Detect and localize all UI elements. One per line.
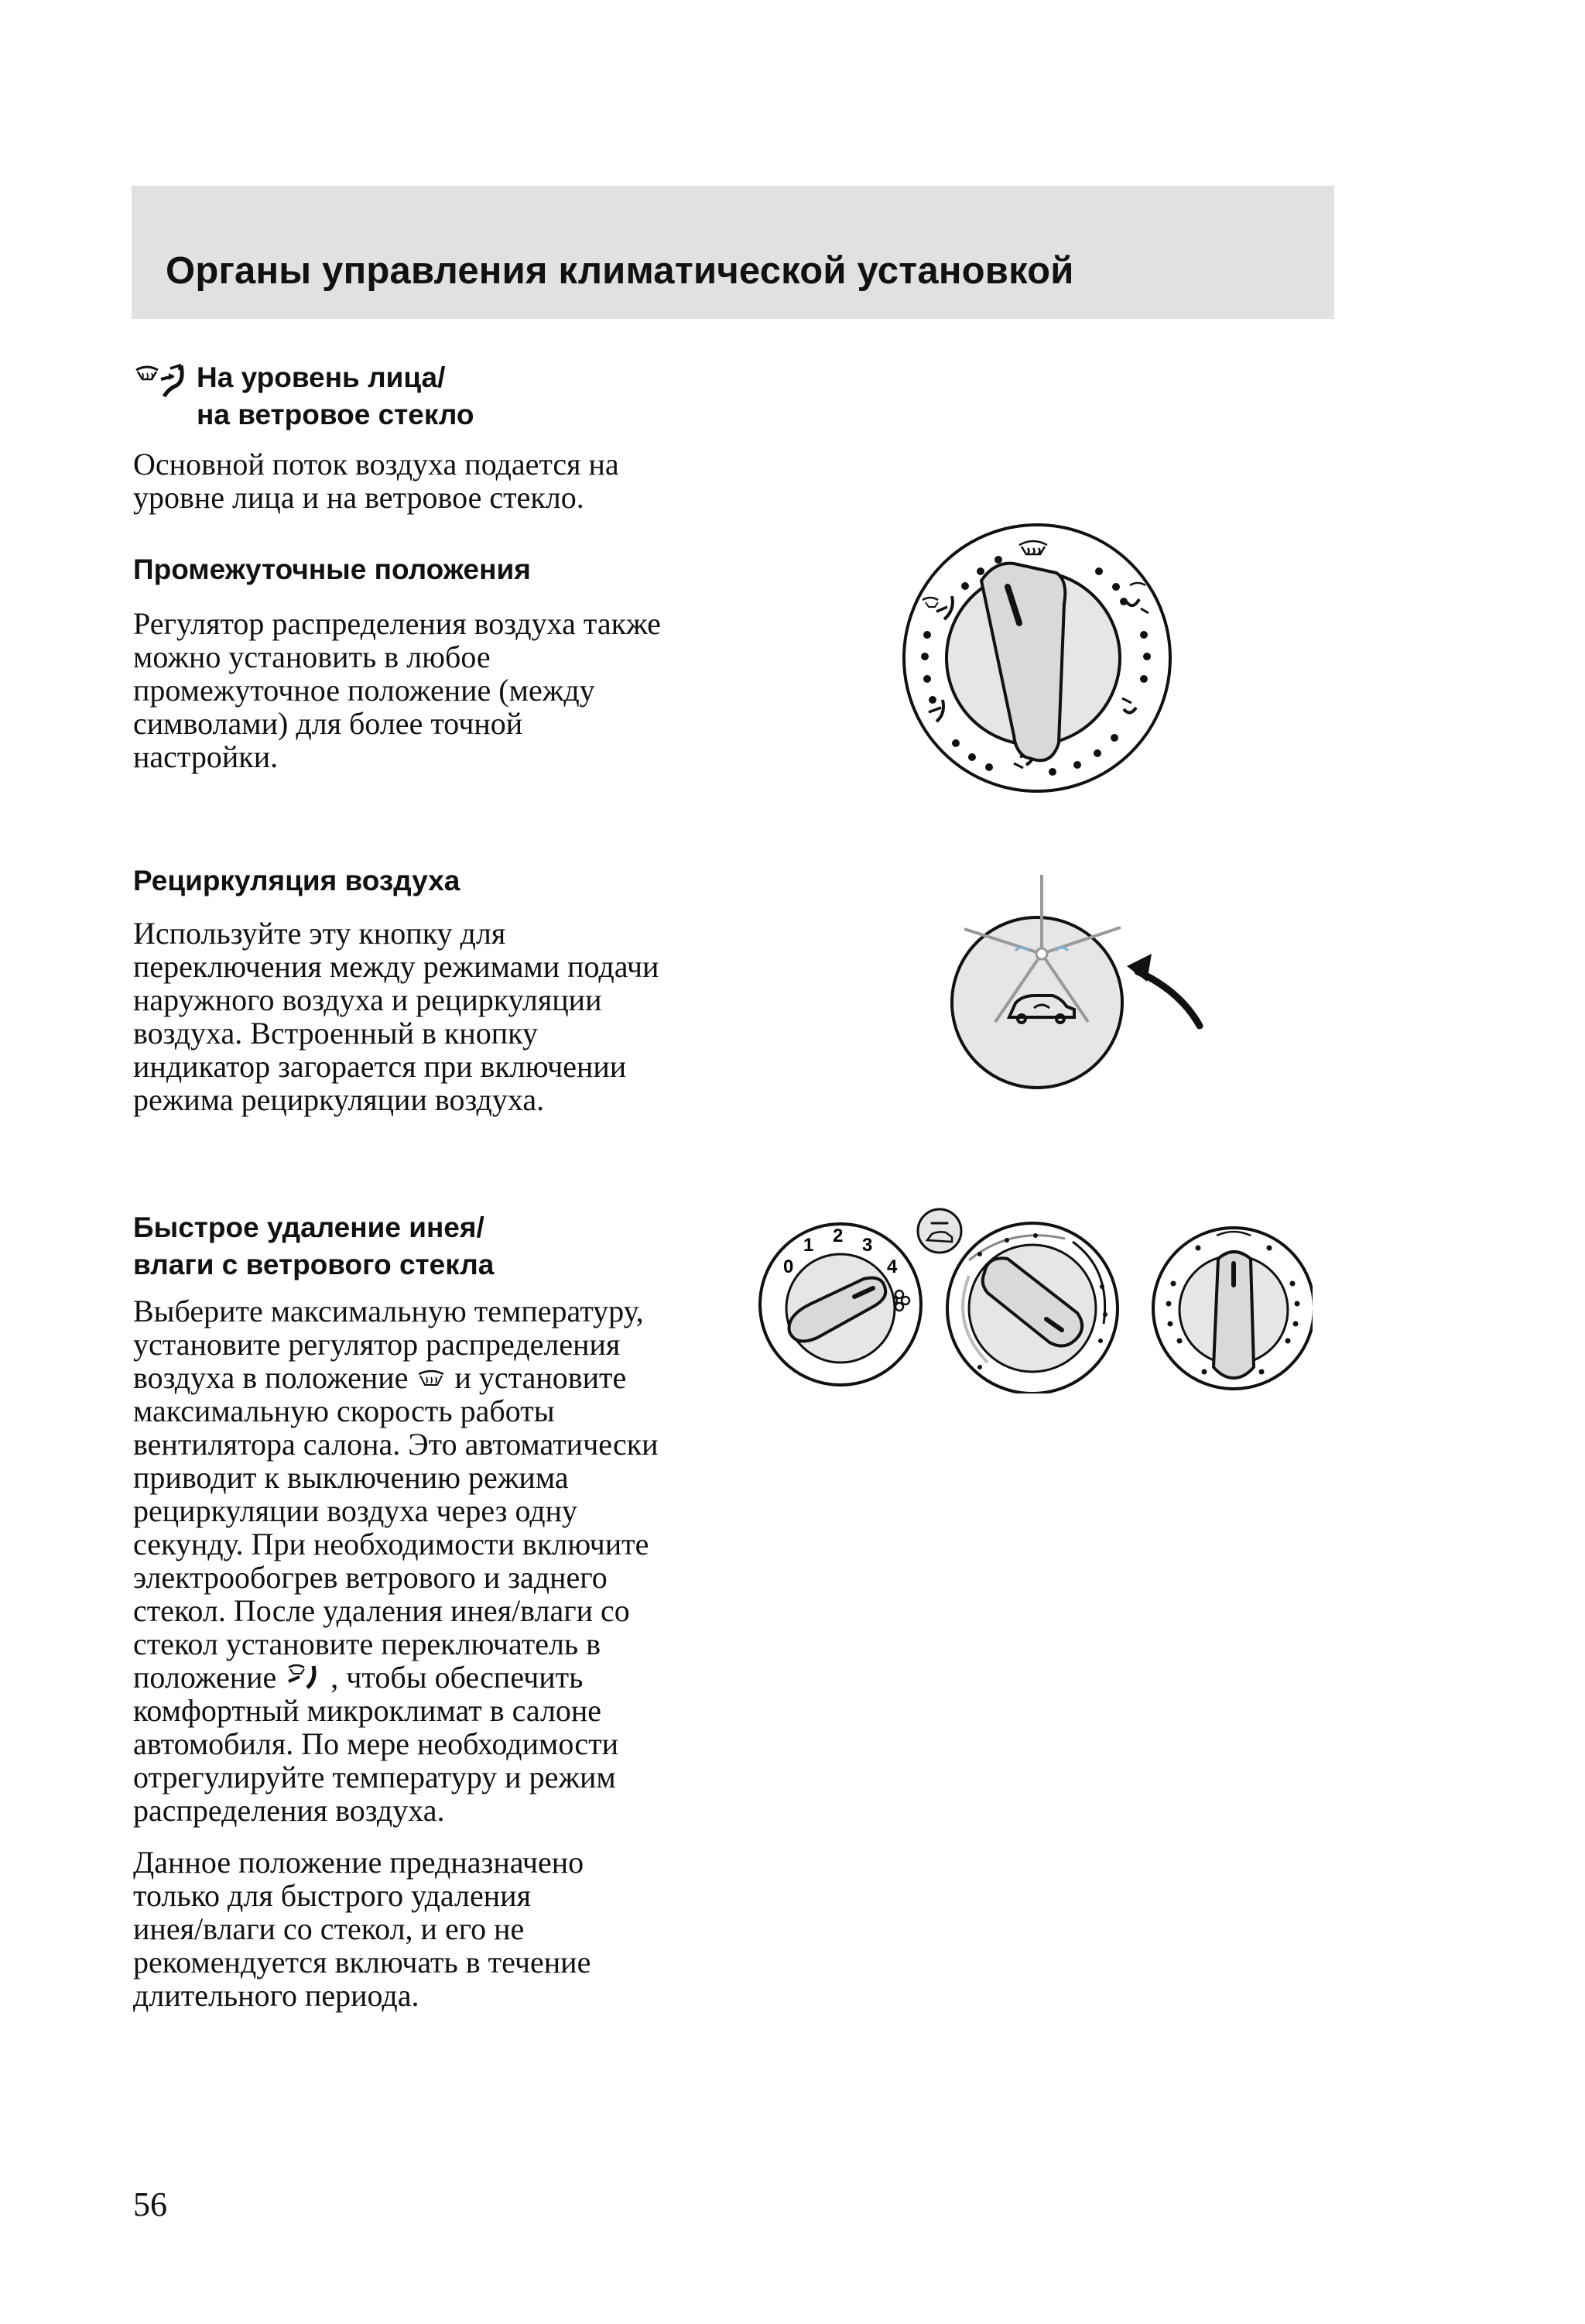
air-distribution-dial-figure [898,519,1176,797]
svg-text:0: 0 [783,1256,794,1277]
paragraph-recirculation: Используйте эту кнопку для переключения между режимами подачи наружного воздуха и рециркуляции воздуха. Встроенный в кнопку индикатор загорается при включении режима рециркуляции воздуха. [133,916,659,1117]
defrost-controls-figure [755,1208,1313,1393]
fan-speed-dial [760,1224,921,1385]
page-title: Органы управления климатической установкой [166,250,1074,292]
svg-text:1: 1 [803,1235,814,1256]
section-heading-defrost: Быстрое удаление инея/ влаги с ветрового стекла [133,1212,495,1280]
paragraph-intermediate: Регулятор распределения воздуха также можно установить в любое промежуточное положение (между символами) для более точной настройки. [133,606,661,774]
paragraph-face-windshield: Основной поток воздуха подается на уровне лица и на ветровое стекло. [133,447,619,515]
small-recirculation-button[interactable] [918,1209,961,1253]
face-windshield-mode-icon [133,362,187,401]
section-heading-face-windshield: На уровень лица/ на ветровое стекло [197,362,474,430]
page-number: 56 [133,2185,167,2223]
svg-text:2: 2 [833,1225,844,1246]
svg-text:3: 3 [862,1235,873,1256]
section-heading-intermediate: Промежуточные положения [133,554,531,585]
face-windshield-inline-icon [284,1661,323,1692]
recirculation-button-figure [944,867,1223,1099]
paragraph-defrost-2: Данное положение предназначено только для быстрого удаления инея/влаги со стекол, и его не рекомендуется включать в течение длительного периода. [133,1845,591,2013]
temperature-dial [947,1223,1118,1393]
windshield-defrost-inline-icon [416,1368,447,1393]
section-heading-recirculation: Рециркуляция воздуха [133,865,460,896]
svg-text:4: 4 [887,1256,898,1277]
air-distribution-dial-defrost [1153,1228,1313,1389]
recirculation-button[interactable] [952,917,1122,1088]
paragraph-defrost-1: Выберите максимальную температуру, установите регулятор распределения воздуха в положение и установите максимальную скорость работы вентилятора салона. Это автоматически приводит к выключению режима рециркуляции воздуха через одну секунду. При необходимости включите электрообогрев ветрового и заднего стекол. После удаления инея/влаги со стекол установите переключатель в положение , чтобы обеспечить комфортный микроклимат в салоне автомобиля. По мере необходимости отрегулируйте температуру и режим распределения воздуха. [133,1294,659,1828]
